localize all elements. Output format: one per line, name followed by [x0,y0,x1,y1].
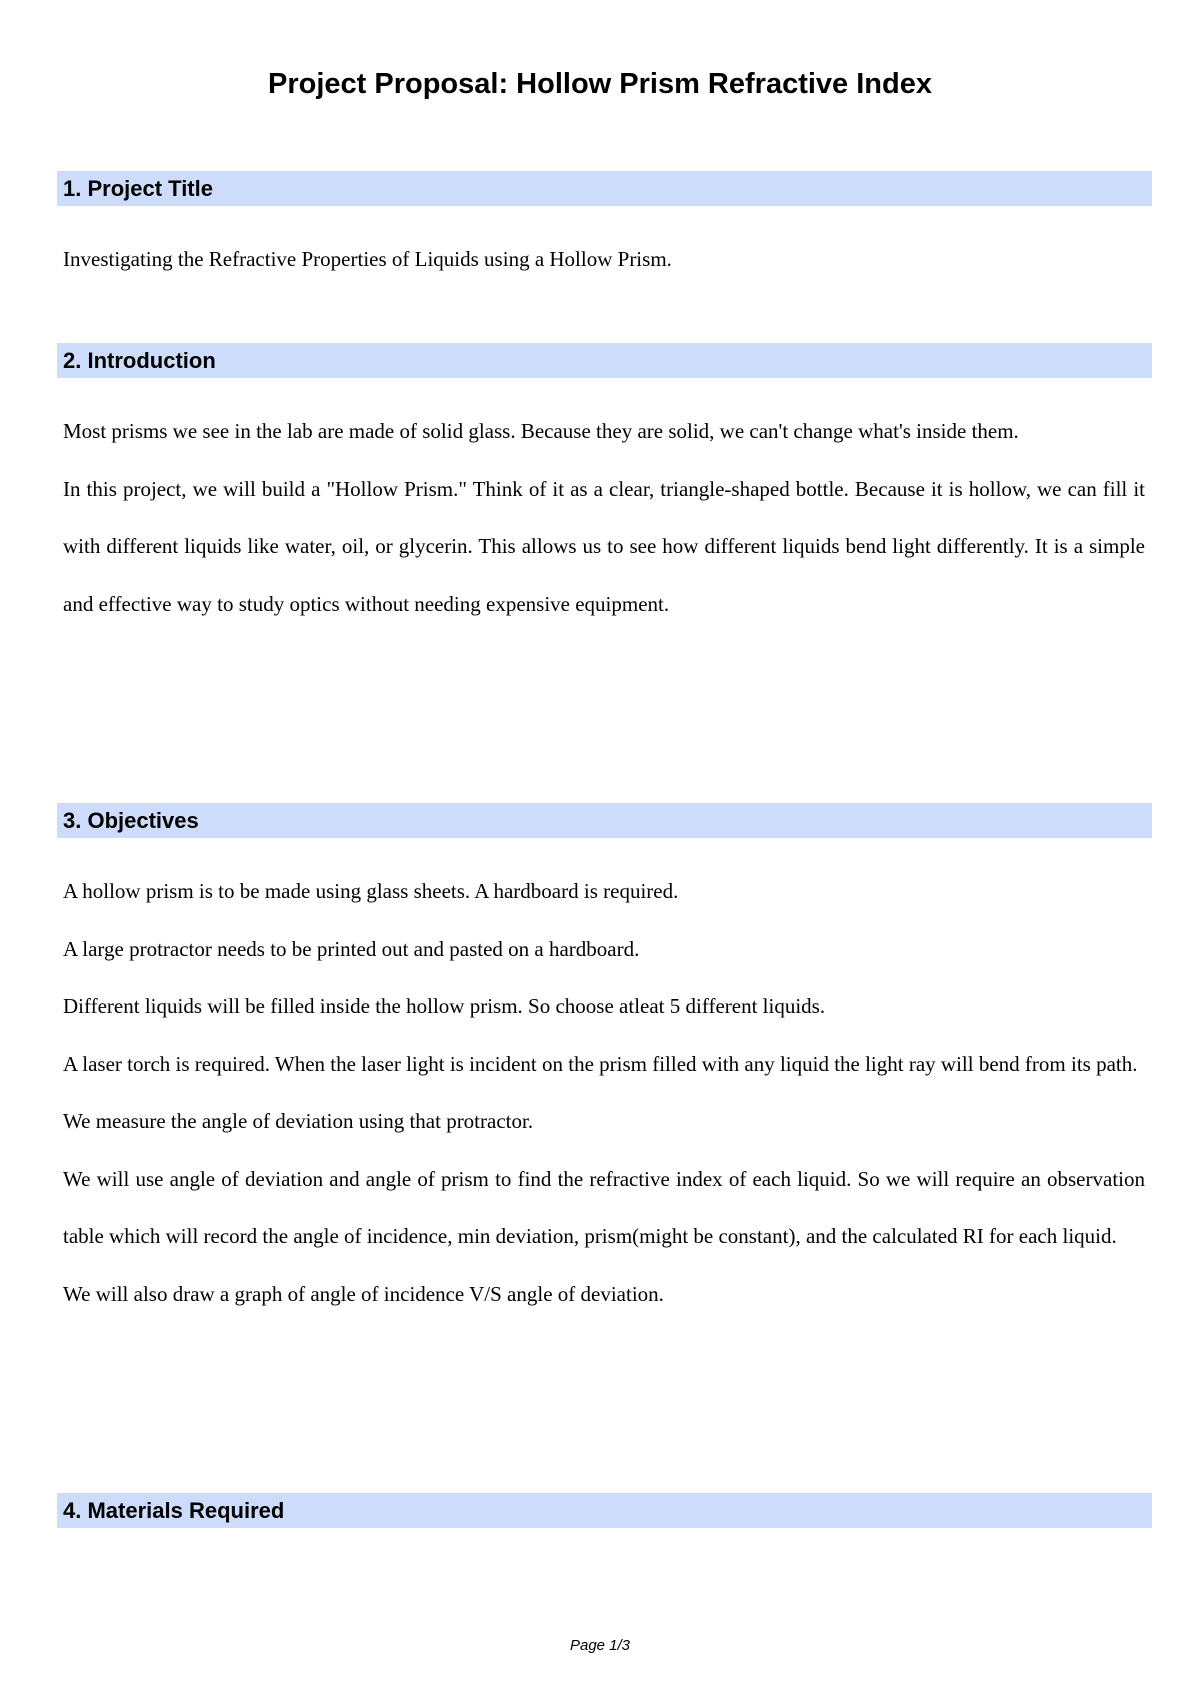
section-body-project-title [63,231,1145,289]
section-heading-introduction: 2. Introduction [57,343,1152,378]
paragraph: Investigating the Refractive Properties of Liquids using a Hollow Prism. [63,247,672,271]
section-body-introduction [63,403,1145,633]
section-heading-objectives: 3. Objectives [57,803,1152,838]
list-item: A laser torch is required. When the laser light is incident on the prism filled with any liquid the light ray will bend from its path. [63,1051,1138,1076]
list-item: Different liquids will be filled inside the hollow prism. So choose atleat 5 different liquids. [63,994,826,1018]
list-item: We will also draw a graph of angle of incidence V/S angle of deviation. [63,1281,664,1306]
list-item: A large protractor needs to be printed out and pasted on a hardboard. [63,936,640,961]
list-item: We measure the angle of deviation using that protractor. [63,1109,534,1133]
page-number: Page 1/3 [569,1637,631,1654]
paragraph: In this project, we will build a "Hollow Prism." Think of it as a clear, triangle-shaped bottle. Because it is hollow, we can fill it with different liquids like water, oil, or glycerin. This allows us to see how different liquids bend light differently. It is a simple and effective way to study optics without needing expensive equipment. [63,476,1145,616]
list-item: We will use angle of deviation and angle of prism to find the refractive index of each liquid. So we will require an observation table which will record the angle of incidence, min deviation, prism(might be constant), and the calculated RI for each liquid. [63,1166,1145,1248]
section-body-objectives [63,863,1145,1323]
section-heading-project-title: 1. Project Title [57,171,1152,206]
page-title: Project Proposal: Hollow Prism Refractive Index [268,68,932,100]
section-heading-materials-required: 4. Materials Required [57,1493,1152,1528]
paragraph: Most prisms we see in the lab are made of solid glass. Because they are solid, we can't change what's inside them. [63,419,1019,443]
list-item: A hollow prism is to be made using glass sheets. A hardboard is required. [63,879,679,903]
